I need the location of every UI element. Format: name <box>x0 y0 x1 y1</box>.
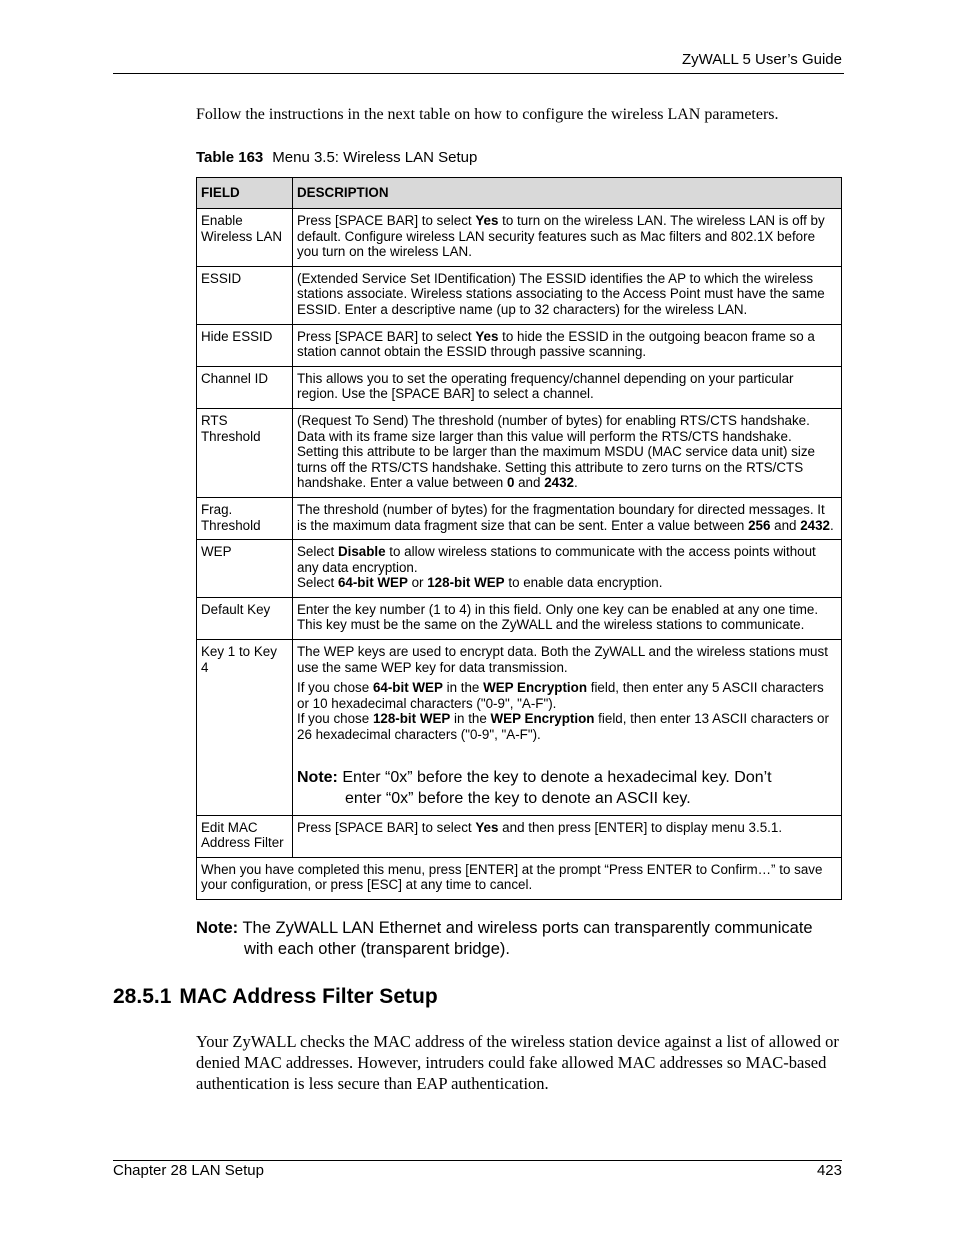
field-cell: Frag. Threshold <box>197 497 293 539</box>
table-row <box>197 597 842 639</box>
desc-bold: 256 <box>748 517 771 533</box>
table-row <box>197 408 842 497</box>
description-cell <box>293 408 842 497</box>
field-cell: Hide ESSID <box>197 324 293 366</box>
header-rule <box>113 73 844 74</box>
body-paragraph: Your ZyWALL checks the MAC address of the wireless station device against a list of allowed or denied MAC addresses. However, intruders could fake allowed MAC addresses so MAC-based authentication is less secure than EAP authentication. <box>196 1032 839 1093</box>
section-heading <box>113 985 438 1009</box>
desc-paragraph <box>297 644 837 675</box>
footer-cell: When you have completed this menu, press [ENTER] at the prompt “Press ENTER to Confirm…” to save your configuration, or press [ESC] at any time to cancel. <box>197 857 842 899</box>
bridge-note-line1 <box>196 919 813 937</box>
desc-paragraph <box>297 544 837 575</box>
desc-bold: WEP Encryption <box>483 680 587 696</box>
description-cell <box>293 815 842 857</box>
desc-text: . <box>830 517 834 533</box>
desc-text: Press [SPACE BAR] to select <box>297 328 476 344</box>
section-title: MAC Address Filter Setup <box>179 985 438 1008</box>
table-row <box>197 324 842 366</box>
field-cell: ESSID <box>197 266 293 324</box>
table-row <box>197 640 842 816</box>
desc-text: field, then enter 13 ASCII characters or 26 hexadecimal characters ("0-9", "A-F"). <box>297 711 829 743</box>
desc-bold: WEP Encryption <box>490 711 595 727</box>
desc-text: and <box>770 517 801 533</box>
field-cell: Default Key <box>197 597 293 639</box>
description-cell <box>293 266 842 324</box>
desc-text: Select <box>297 544 338 560</box>
desc-text: field, then enter any 5 ASCII characters or 10 hexadecimal characters ("0-9", "A-F"). <box>297 680 824 711</box>
table-caption-title: Menu 3.5: Wireless LAN Setup <box>272 149 478 166</box>
field-cell: Enable Wireless LAN <box>197 209 293 267</box>
desc-text: and <box>514 475 545 491</box>
desc-paragraph <box>297 680 837 711</box>
desc-text: in the <box>442 680 484 696</box>
desc-text: to enable data encryption. <box>504 575 663 591</box>
chapter-label: Chapter 28 LAN Setup <box>113 1162 264 1179</box>
table-row <box>197 266 842 324</box>
table-caption <box>196 149 477 166</box>
wireless-lan-setup-table <box>196 177 842 900</box>
table-row <box>197 540 842 598</box>
table-row <box>197 366 842 408</box>
desc-text: . <box>573 475 578 491</box>
desc-text: If you chose <box>297 711 373 727</box>
desc-text: in the <box>450 711 491 727</box>
footer-rule <box>113 1160 842 1161</box>
desc-text: The WEP keys are used to encrypt data. Both the ZyWALL and the wireless stations must use the same WEP key for data transmission. <box>297 644 828 675</box>
description-cell <box>293 640 842 816</box>
desc-text: This allows you to set the operating frequency/channel depending on your particular region. Use the [SPACE BAR] to select a channel. <box>297 370 794 402</box>
desc-bold: Yes <box>475 819 499 835</box>
desc-text: (Request To Send) The threshold (number of bytes) for enabling RTS/CTS handshake. Data with its frame size larger than this value will perform the RTS/CTS handshake. Setting this attribute to be larger than the maximum MSDU (MAC service data unit) size turns off the RTS/CTS handshake. Setting this attribute to zero turns on the RTS/CTS handshake. Enter a value between <box>297 412 815 491</box>
desc-bold: Yes <box>475 213 499 228</box>
note-label: Note: <box>196 919 239 937</box>
page-number: 423 <box>816 1162 842 1179</box>
description-cell <box>293 324 842 366</box>
field-cell: Channel ID <box>197 366 293 408</box>
desc-text: Press [SPACE BAR] to select <box>297 213 476 228</box>
table-note-line1 <box>297 767 837 788</box>
description-cell <box>293 540 842 598</box>
desc-bold: 128-bit WEP <box>427 575 505 591</box>
description-cell <box>293 597 842 639</box>
field-cell: Edit MAC Address Filter <box>197 815 293 857</box>
table-note-label: Note: <box>297 768 338 786</box>
field-cell: RTS Threshold <box>197 408 293 497</box>
header-field: FIELD <box>197 178 293 209</box>
desc-text: to hide the ESSID in the outgoing beacon frame so a station cannot obtain the ESSID through passive scanning. <box>297 328 815 360</box>
desc-text: Press [SPACE BAR] to select <box>297 819 476 835</box>
desc-text: Enter the key number (1 to 4) in this field. Only one key can be enabled at any one time. This key must be the same on the ZyWALL and the wireless stations to communicate. <box>297 601 819 633</box>
desc-text: to turn on the wireless LAN. The wireless LAN is off by default. Configure wireless LAN security features such as Mac filters and 802.1X before you turn on the wireless LAN. <box>297 213 825 260</box>
desc-text: Select <box>297 575 338 591</box>
desc-bold: 2432 <box>544 475 574 491</box>
desc-bold: 2432 <box>800 517 830 533</box>
section-number: 28.5.1 <box>113 985 172 1008</box>
desc-bold: Yes <box>475 328 499 344</box>
description-cell <box>293 366 842 408</box>
desc-text: If you chose <box>297 680 373 696</box>
desc-text: to allow wireless stations to communicate with the access points without any data encryption. <box>297 544 816 575</box>
table-note <box>297 767 837 809</box>
table-caption-label: Table 163 <box>196 149 264 166</box>
desc-bold: 0 <box>506 475 515 491</box>
running-header: ZyWALL 5 User’s Guide <box>681 51 842 68</box>
desc-bold: 128-bit WEP <box>372 711 451 727</box>
bridge-note-line2: with each other (transparent bridge). <box>244 940 510 958</box>
table-header-row <box>197 178 842 209</box>
desc-bold: 64-bit WEP <box>372 680 443 696</box>
field-cell: Key 1 to Key 4 <box>197 640 293 816</box>
desc-text: (Extended Service Set IDentification) The ESSID identifies the AP to which the wireless stations associate. Wireless stations associating to the Access Point must have the same ESSID. Enter a descriptive name (up to 32 characters) for the wireless LAN. <box>297 270 825 317</box>
header-description: DESCRIPTION <box>293 178 842 209</box>
bridge-note <box>196 918 846 960</box>
table-footer-row <box>197 857 842 899</box>
field-cell: WEP <box>197 540 293 598</box>
table-row <box>197 209 842 267</box>
desc-bold: Disable <box>337 544 386 560</box>
desc-paragraph <box>297 575 837 591</box>
table-row <box>197 497 842 539</box>
intro-paragraph: Follow the instructions in the next table on how to configure the wireless LAN parameters. <box>196 106 779 123</box>
description-cell <box>293 209 842 267</box>
table-note-text: Enter “0x” before the key to denote a hexadecimal key. Don’t <box>342 768 772 786</box>
desc-text: or <box>407 575 428 591</box>
desc-bold: 64-bit WEP <box>337 575 408 591</box>
table-note-line2: enter “0x” before the key to denote an ASCII key. <box>345 789 691 807</box>
desc-text: and then press [ENTER] to display menu 3.5.1. <box>498 819 783 835</box>
desc-paragraph <box>297 711 837 742</box>
description-cell <box>293 497 842 539</box>
note-text: The ZyWALL LAN Ethernet and wireless ports can transparently communicate <box>242 919 813 937</box>
table-row <box>197 815 842 857</box>
desc-text: The threshold (number of bytes) for the fragmentation boundary for directed messages. It is the maximum data fragment size that can be sent. Enter a value between <box>297 501 825 533</box>
